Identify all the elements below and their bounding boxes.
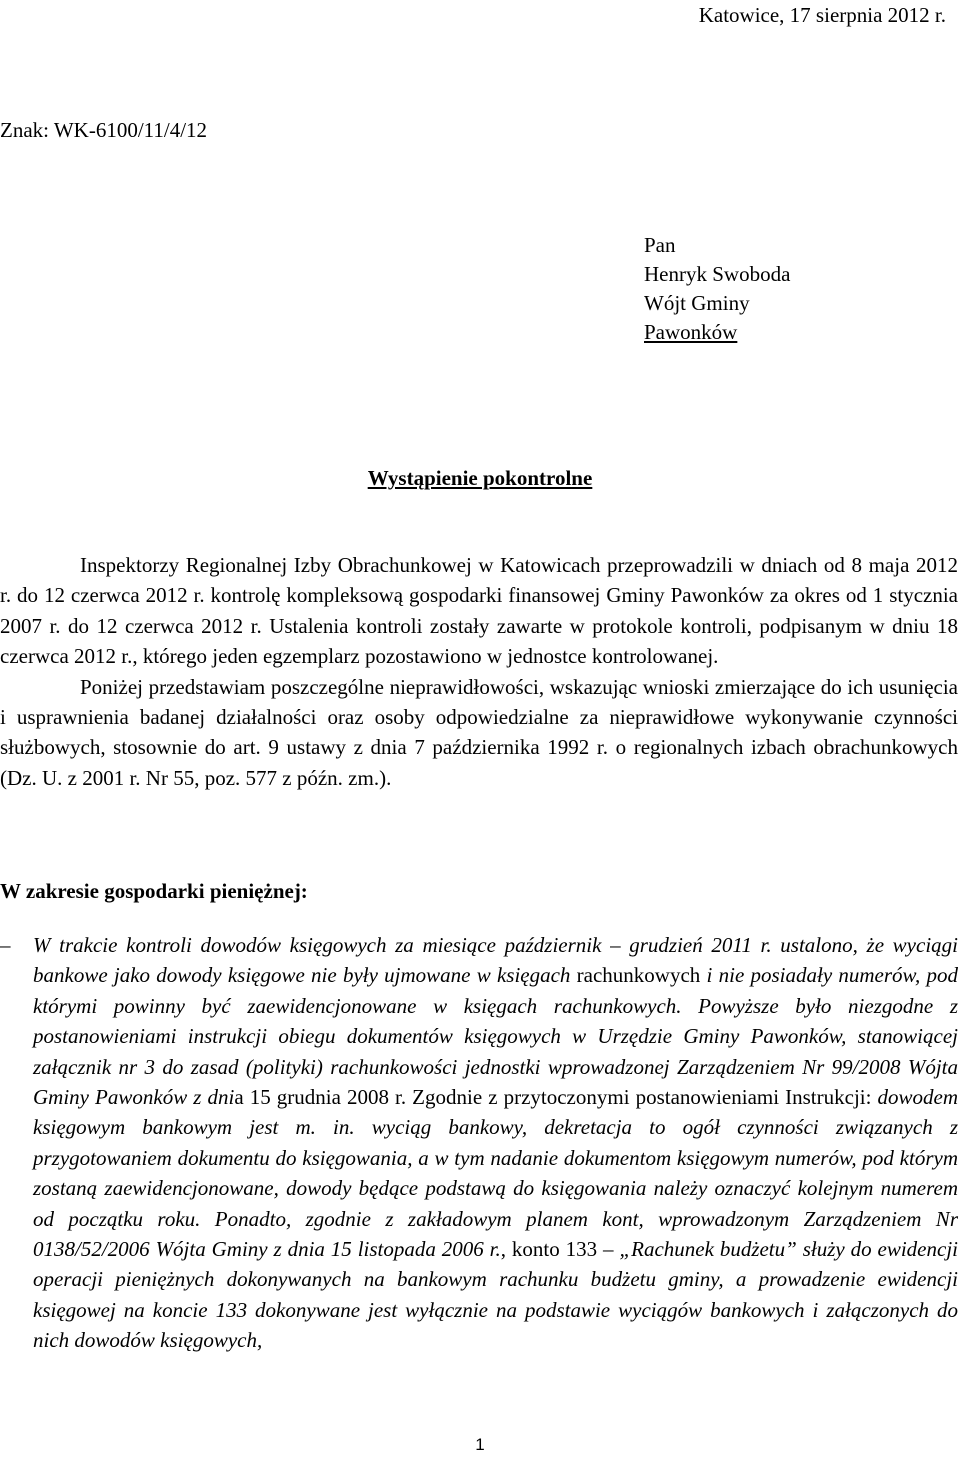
finding-seg-3: i nie posiadały numerów, pod którymi powinny być zaewidencjonowane w księgach rachunkowych.: [33, 963, 958, 1018]
addressee-name: Henryk Swoboda: [644, 262, 791, 286]
finding-text: [33, 930, 958, 1356]
addressee-salutation: Pan: [644, 233, 676, 257]
finding-seg-2: rachunkowych: [576, 963, 701, 988]
page-number: 1: [475, 1435, 485, 1454]
finding-seg-5: a 15 grudnia 2008 r. Zgodnie z przytoczonymi postanowieniami Instrukcji:: [234, 1085, 872, 1110]
finding-seg-6: dowodem księgowym bankowym jest m. in. wyciąg bankowy, dekretacja to ogół czynności związanych z przygotowaniem dokumentu do księgowania, a w tym nadanie dokumentom księgowym numerów, pod którym zostaną zaewidencjonowane, dowody będące podstawą do księgowania należy oznaczyć kolejnym numerem od początku roku.: [33, 1085, 959, 1231]
addressee-position: Wójt Gminy: [644, 291, 750, 315]
document-date: Katowice, 17 sierpnia 2012 r.: [698, 3, 946, 27]
intro-paragraph-2: Poniżej przedstawiam poszczególne nieprawidłowości, wskazując wnioski zmierzające do ich usunięcia i usprawnienia badanej działalności oraz osoby odpowiedzialne za nieprawidłowe wykonywanie czynności służbowych, stosownie do art. 9 ustawy z dnia 7 października 1992 r. o regionalnych izbach obrachunkowych (Dz. U. z 2001 r. Nr 55, poz. 577 z późn. zm.).: [0, 674, 958, 790]
intro-section: [0, 550, 958, 793]
addressee-municipality: Pawonków: [644, 320, 738, 344]
finding-seg-4: Powyższe było niezgodne z postanowieniami instrukcji obiegu dokumentów księgowych w Urzędzie Gminy Pawonków, stanowiącej załącznik nr 3 do zasad (polityki) rachunkowości jednostki wprowadzonej Zarządzeniem Nr 99/2008 Wójta Gminy Pawonków z dni: [33, 993, 958, 1110]
finding-seg-9: „Rachunek budżetu” służy do ewidencji operacji pieniężnych dokonywanych na bankowym rachunku budżetu gminy, a prowadzenie ewidencji księgowej na koncie 133 dokonywane jest wyłącznie na podstawie wyciągów bankowych i załączonych do nich dowodów księgowych,: [33, 1237, 958, 1353]
finding-seg-8: , konto 133 –: [500, 1237, 620, 1262]
reference-number: Znak: WK-6100/11/4/12: [0, 118, 208, 142]
section-heading: W zakresie gospodarki pieniężnej:: [0, 879, 308, 903]
finding-seg-1: W trakcie kontroli dowodów księgowych za miesiące październik – grudzień 2011 r. ustalono, że wyciągi bankowe jako dowody księgowe nie były ujmowane w księgach: [33, 933, 958, 988]
finding-seg-7: Ponadto, zgodnie z zakładowym planem kont, wprowadzonym Zarządzeniem Nr 0138/52/2006 Wójta Gminy z dnia 15 listopada 2006 r.: [33, 1206, 958, 1262]
addressee-block: [644, 231, 790, 347]
list-dash: –: [0, 933, 11, 957]
intro-paragraph-1: Inspektorzy Regionalnej Izby Obrachunkowej w Katowicach przeprowadzili w dniach od 8 maja 2012 r. do 12 czerwca 2012 r. kontrolę kompleksową gospodarki finansowej Gminy Pawonków za okres od 1 stycznia 2007 r. do 12 czerwca 2012 r. Ustalenia kontroli zostały zawarte w protokole kontroli, podpisanym w dniu 18 czerwca 2012 r., którego jeden egzemplarz pozostawiono w jednostce kontrolowanej.: [0, 553, 958, 669]
document-title: Wystąpienie pokontrolne: [367, 466, 593, 490]
